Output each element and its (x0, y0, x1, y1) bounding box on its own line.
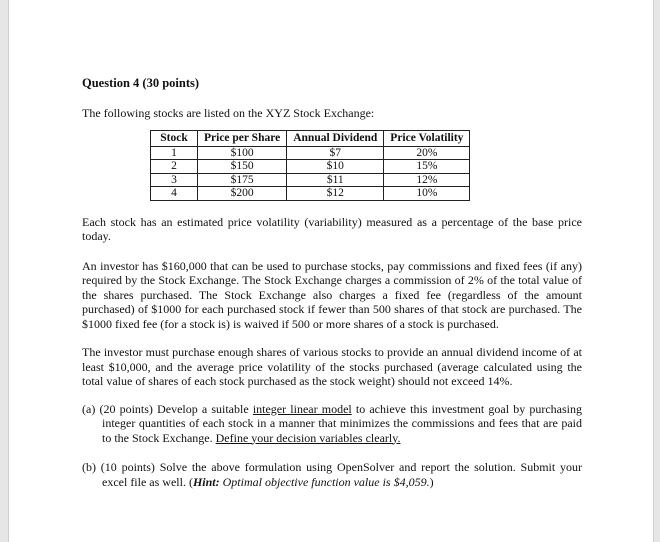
window-left-edge (0, 0, 9, 542)
header-volatility: Price Volatility (384, 131, 470, 147)
cell-volatility: 10% (384, 187, 470, 201)
part-b-close: ) (429, 474, 434, 489)
hint-text: Optimal objective function value is $4,059. (219, 474, 430, 489)
part-a-middle: to achieve this investment goal by purchasing integer quantities of each stock in a manner that minimizes the commissions and fees that are paid to the Stock Exchange. (102, 401, 583, 445)
header-stock: Stock (151, 131, 198, 147)
document-page (82, 74, 582, 489)
window-right-edge (653, 0, 660, 542)
table-row (151, 173, 470, 187)
cell-stock: 1 (151, 146, 198, 160)
part-a-underlined-variables: Define your decision variables clearly. (215, 430, 401, 445)
table-row (151, 146, 470, 160)
stocks-table (150, 130, 470, 201)
part-a (82, 402, 582, 446)
table-header-row (151, 131, 470, 147)
part-a-lead: (a) (20 points) Develop a suitable (82, 401, 253, 416)
cell-stock: 2 (151, 160, 198, 174)
part-a-underlined-model: integer linear model (252, 401, 352, 416)
cell-volatility: 15% (384, 160, 470, 174)
cell-dividend: $10 (287, 160, 384, 174)
table-row (151, 187, 470, 201)
part-b-lead: (b) (10 points) Solve the above formulation using OpenSolver and report the solution. Submit your excel file as well. ( (82, 460, 582, 489)
constraints-paragraph: The investor must purchase enough shares of various stocks to provide an annual dividend income of at least $10,000, and the average price volatility of the stocks purchased (average calculated using the total value of shares of each stock purchased as the stock weight) should not exceed 14%. (82, 345, 582, 388)
cell-stock: 4 (151, 187, 198, 201)
cell-price: $100 (198, 146, 287, 160)
header-dividend: Annual Dividend (287, 131, 384, 147)
cell-dividend: $12 (287, 187, 384, 201)
cell-stock: 3 (151, 173, 198, 187)
budget-paragraph: An investor has $160,000 that can be used to purchase stocks, pay commissions and fixed fees (if any) required by the Stock Exchange. The Stock Exchange charges a commission of 2% of the total value of the shares purchased. The Stock Exchange also charges a fixed fee (regardless of the amount purchased) of $1000 for each purchased stock if fewer than 500 shares of that stock are purchased. The $1000 fixed fee (for a stock is) is waived if 500 or more shares of a stock is purchased. (82, 258, 582, 331)
volatility-paragraph: Each stock has an estimated price volatility (variability) measured as a percentage of the base price today. (82, 214, 582, 243)
question-heading: Question 4 (30 points) (82, 76, 200, 90)
cell-volatility: 12% (384, 173, 470, 187)
cell-price: $150 (198, 160, 287, 174)
cell-volatility: 20% (384, 146, 470, 160)
cell-dividend: $7 (287, 146, 384, 160)
header-price: Price per Share (198, 131, 287, 147)
part-b (82, 460, 582, 489)
cell-dividend: $11 (287, 173, 384, 187)
hint-label: Hint: (192, 474, 220, 489)
cell-price: $200 (198, 187, 287, 201)
intro-text: The following stocks are listed on the XYZ Stock Exchange: (82, 105, 375, 120)
table-row (151, 160, 470, 174)
cell-price: $175 (198, 173, 287, 187)
